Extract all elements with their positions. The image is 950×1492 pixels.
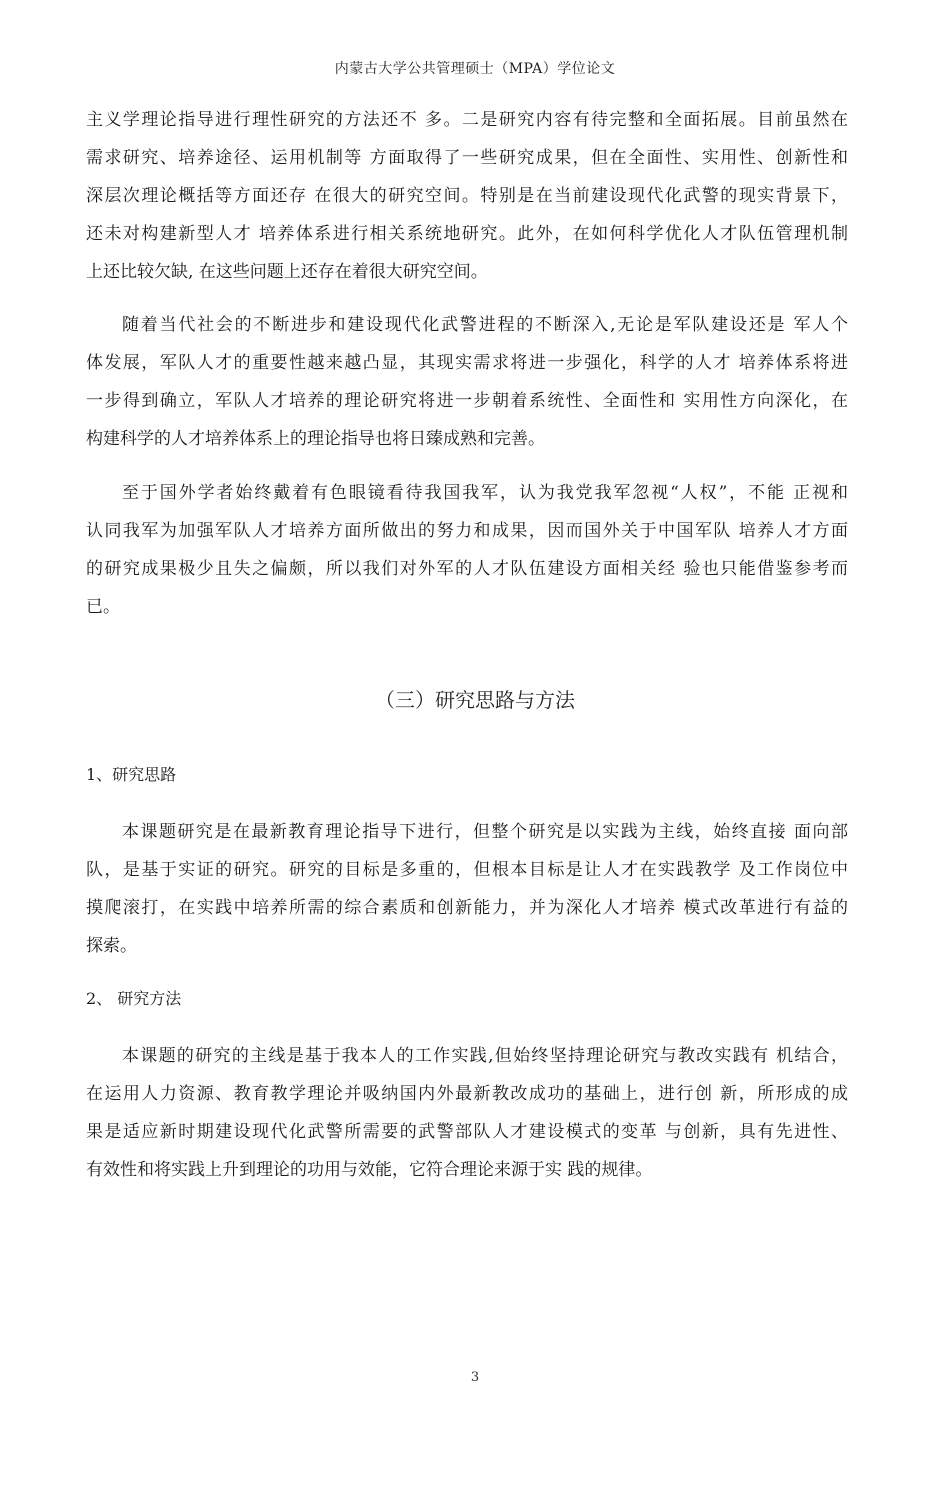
text-line: 有效性和将实践上升到理论的功用与效能，它符合理论来源于实 践的规律。 <box>86 1160 653 1180</box>
text-line: 需求研究、培养途径、运用机制等 方面取得了一些研究成果，但在全面性、实用性、创新性和 <box>86 148 848 168</box>
text-line: 果是适应新时期建设现代化武警所需要的武警部队人才建设模式的变革 与创新，具有先进性、 <box>86 1122 848 1142</box>
text-line: 随着当代社会的不断进步和建设现代化武警进程的不断深入,无论是军队建设还是 军人个 <box>122 315 848 335</box>
text-line: 一步得到确立，军队人才培养的理论研究将进一步朝着系统性、全面性和 实用性方向深化，在 <box>86 391 848 411</box>
text-line: 还未对构建新型人才 培养体系进行相关系统地研究。此外，在如何科学优化人才队伍管理机制 <box>86 224 848 244</box>
text-line: 探索。 <box>86 936 137 956</box>
text-line: 队，是基于实证的研究。研究的目标是多重的，但根本目标是让人才在实践教学 及工作岗位中 <box>86 860 848 880</box>
text-line: 认同我军为加强军队人才培养方面所做出的努力和成果，因而国外关于中国军队 培养人才方面 <box>86 521 848 541</box>
text-line: 体发展，军队人才的重要性越来越凸显，其现实需求将进一步强化，科学的人才 培养体系将进 <box>86 353 848 373</box>
page-number: 3 <box>470 1370 480 1385</box>
text-line: 的研究成果极少且失之偏颇，所以我们对外军的人才队伍建设方面相关经 验也只能借鉴参考而 <box>86 559 848 579</box>
text-line: 构建科学的人才培养体系上的理论指导也将日臻成熟和完善。 <box>86 429 545 449</box>
subsection-heading-research-method: 2、 研究方法 <box>86 989 182 1008</box>
text-line: 本课题的研究的主线是基于我本人的工作实践,但始终坚持理论研究与教改实践有 机结合， <box>122 1046 848 1066</box>
paragraph-research-approach <box>86 813 848 965</box>
text-line: 主义学理论指导进行理性研究的方法还不 多。二是研究内容有待完整和全面拓展。目前虽然在 <box>86 110 848 130</box>
text-line: 深层次理论概括等方面还存 在很大的研究空间。特别是在当前建设现代化武警的现实背景下， <box>86 186 848 206</box>
text-line: 已。 <box>86 597 120 617</box>
subsection-heading-research-approach: 1、研究思路 <box>86 765 177 784</box>
text-line: 至于国外学者始终戴着有色眼镜看待我国我军，认为我党我军忽视“人权”，不能 正视和 <box>122 483 848 503</box>
paragraph-research-method <box>86 1037 848 1189</box>
section-title: （三）研究思路与方法 <box>375 688 575 712</box>
text-line: 在运用人力资源、教育教学理论并吸纳国内外最新教改成功的基础上，进行创 新，所形成的成 <box>86 1084 848 1104</box>
paragraph-continuation <box>86 101 848 291</box>
running-header: 内蒙古大学公共管理硕士（MPA）学位论文 <box>334 61 616 77</box>
paragraph-development <box>86 306 848 458</box>
paragraph-foreign-research <box>86 474 848 626</box>
text-line: 上还比较欠缺, 在这些问题上还存在着很大研究空间。 <box>86 262 488 282</box>
text-line: 摸爬滚打，在实践中培养所需的综合素质和创新能力，并为深化人才培养 模式改革进行有益的 <box>86 898 848 918</box>
text-line: 本课题研究是在最新教育理论指导下进行，但整个研究是以实践为主线，始终直接 面向部 <box>122 822 848 842</box>
